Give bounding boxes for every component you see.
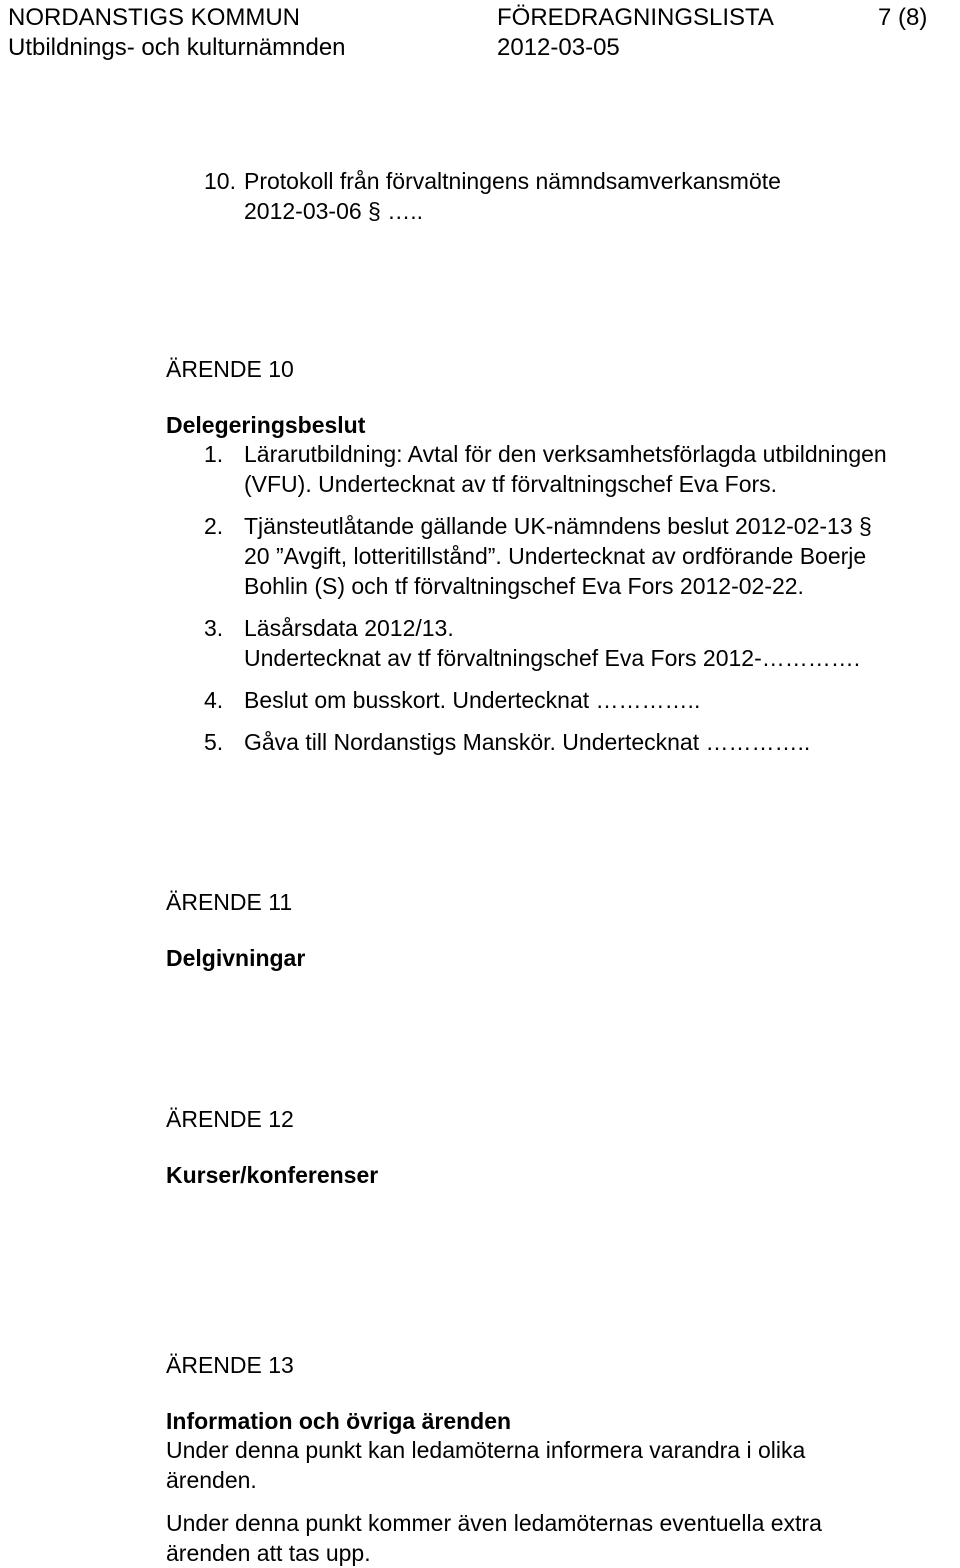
list-item-line: Beslut om busskort. Undertecknat ………….. <box>244 687 701 713</box>
case-heading: ÄRENDE 10 <box>166 356 294 382</box>
header-date: 2012-03-05 <box>497 34 620 61</box>
list-item-number: 3. <box>204 615 224 641</box>
case-title: Delgivningar <box>166 945 306 971</box>
list-item-line: Bohlin (S) och tf förvaltningschef Eva Fors 2012-02-22. <box>244 573 804 599</box>
paragraph-line: Under denna punkt kan ledamöterna informera varandra i olika <box>166 1437 806 1463</box>
list-item-line: 20 ”Avgift, lotteritillstånd”. Undertecknat av ordförande Boerje <box>244 543 867 569</box>
header-page-number: 7 (8) <box>878 4 928 31</box>
case-heading: ÄRENDE 13 <box>166 1352 294 1378</box>
header-committee: Utbildnings- och kulturnämnden <box>8 34 346 61</box>
list-item-line: Gåva till Nordanstigs Manskör. Undertecknat ………….. <box>244 729 811 755</box>
item-text-line: Protokoll från förvaltningens nämndsamverkansmöte <box>244 168 781 194</box>
list-item-number: 2. <box>204 513 224 539</box>
list-item-number: 1. <box>204 441 224 467</box>
case-heading: ÄRENDE 12 <box>166 1106 294 1132</box>
header-doc-type: FÖREDRAGNINGSLISTA <box>497 4 774 31</box>
list-item-line: Tjänsteutlåtande gällande UK-nämndens beslut 2012-02-13 § <box>244 513 872 539</box>
case-title: Kurser/konferenser <box>166 1162 379 1188</box>
case-title: Delegeringsbeslut <box>166 412 366 438</box>
list-item-line: Läsårsdata 2012/13. <box>244 615 454 641</box>
list-item-line: Undertecknat av tf förvaltningschef Eva Fors 2012-…………. <box>244 645 861 671</box>
item-number: 10. <box>204 168 236 194</box>
paragraph-line: ärenden att tas upp. <box>166 1540 371 1566</box>
paragraph-line: ärenden. <box>166 1467 257 1493</box>
case-heading: ÄRENDE 11 <box>166 889 293 915</box>
item-text-line: 2012-03-06 § ….. <box>244 198 424 224</box>
list-item-line: (VFU). Undertecknat av tf förvaltningschef Eva Fors. <box>244 471 778 497</box>
paragraph-line: Under denna punkt kommer även ledamöternas eventuella extra <box>166 1510 822 1536</box>
list-item-line: Lärarutbildning: Avtal för den verksamhetsförlagda utbildningen <box>244 441 887 467</box>
list-item-number: 4. <box>204 687 224 713</box>
list-item-number: 5. <box>204 729 224 755</box>
header-org: NORDANSTIGS KOMMUN <box>8 4 301 31</box>
case-title: Information och övriga ärenden <box>166 1408 512 1434</box>
